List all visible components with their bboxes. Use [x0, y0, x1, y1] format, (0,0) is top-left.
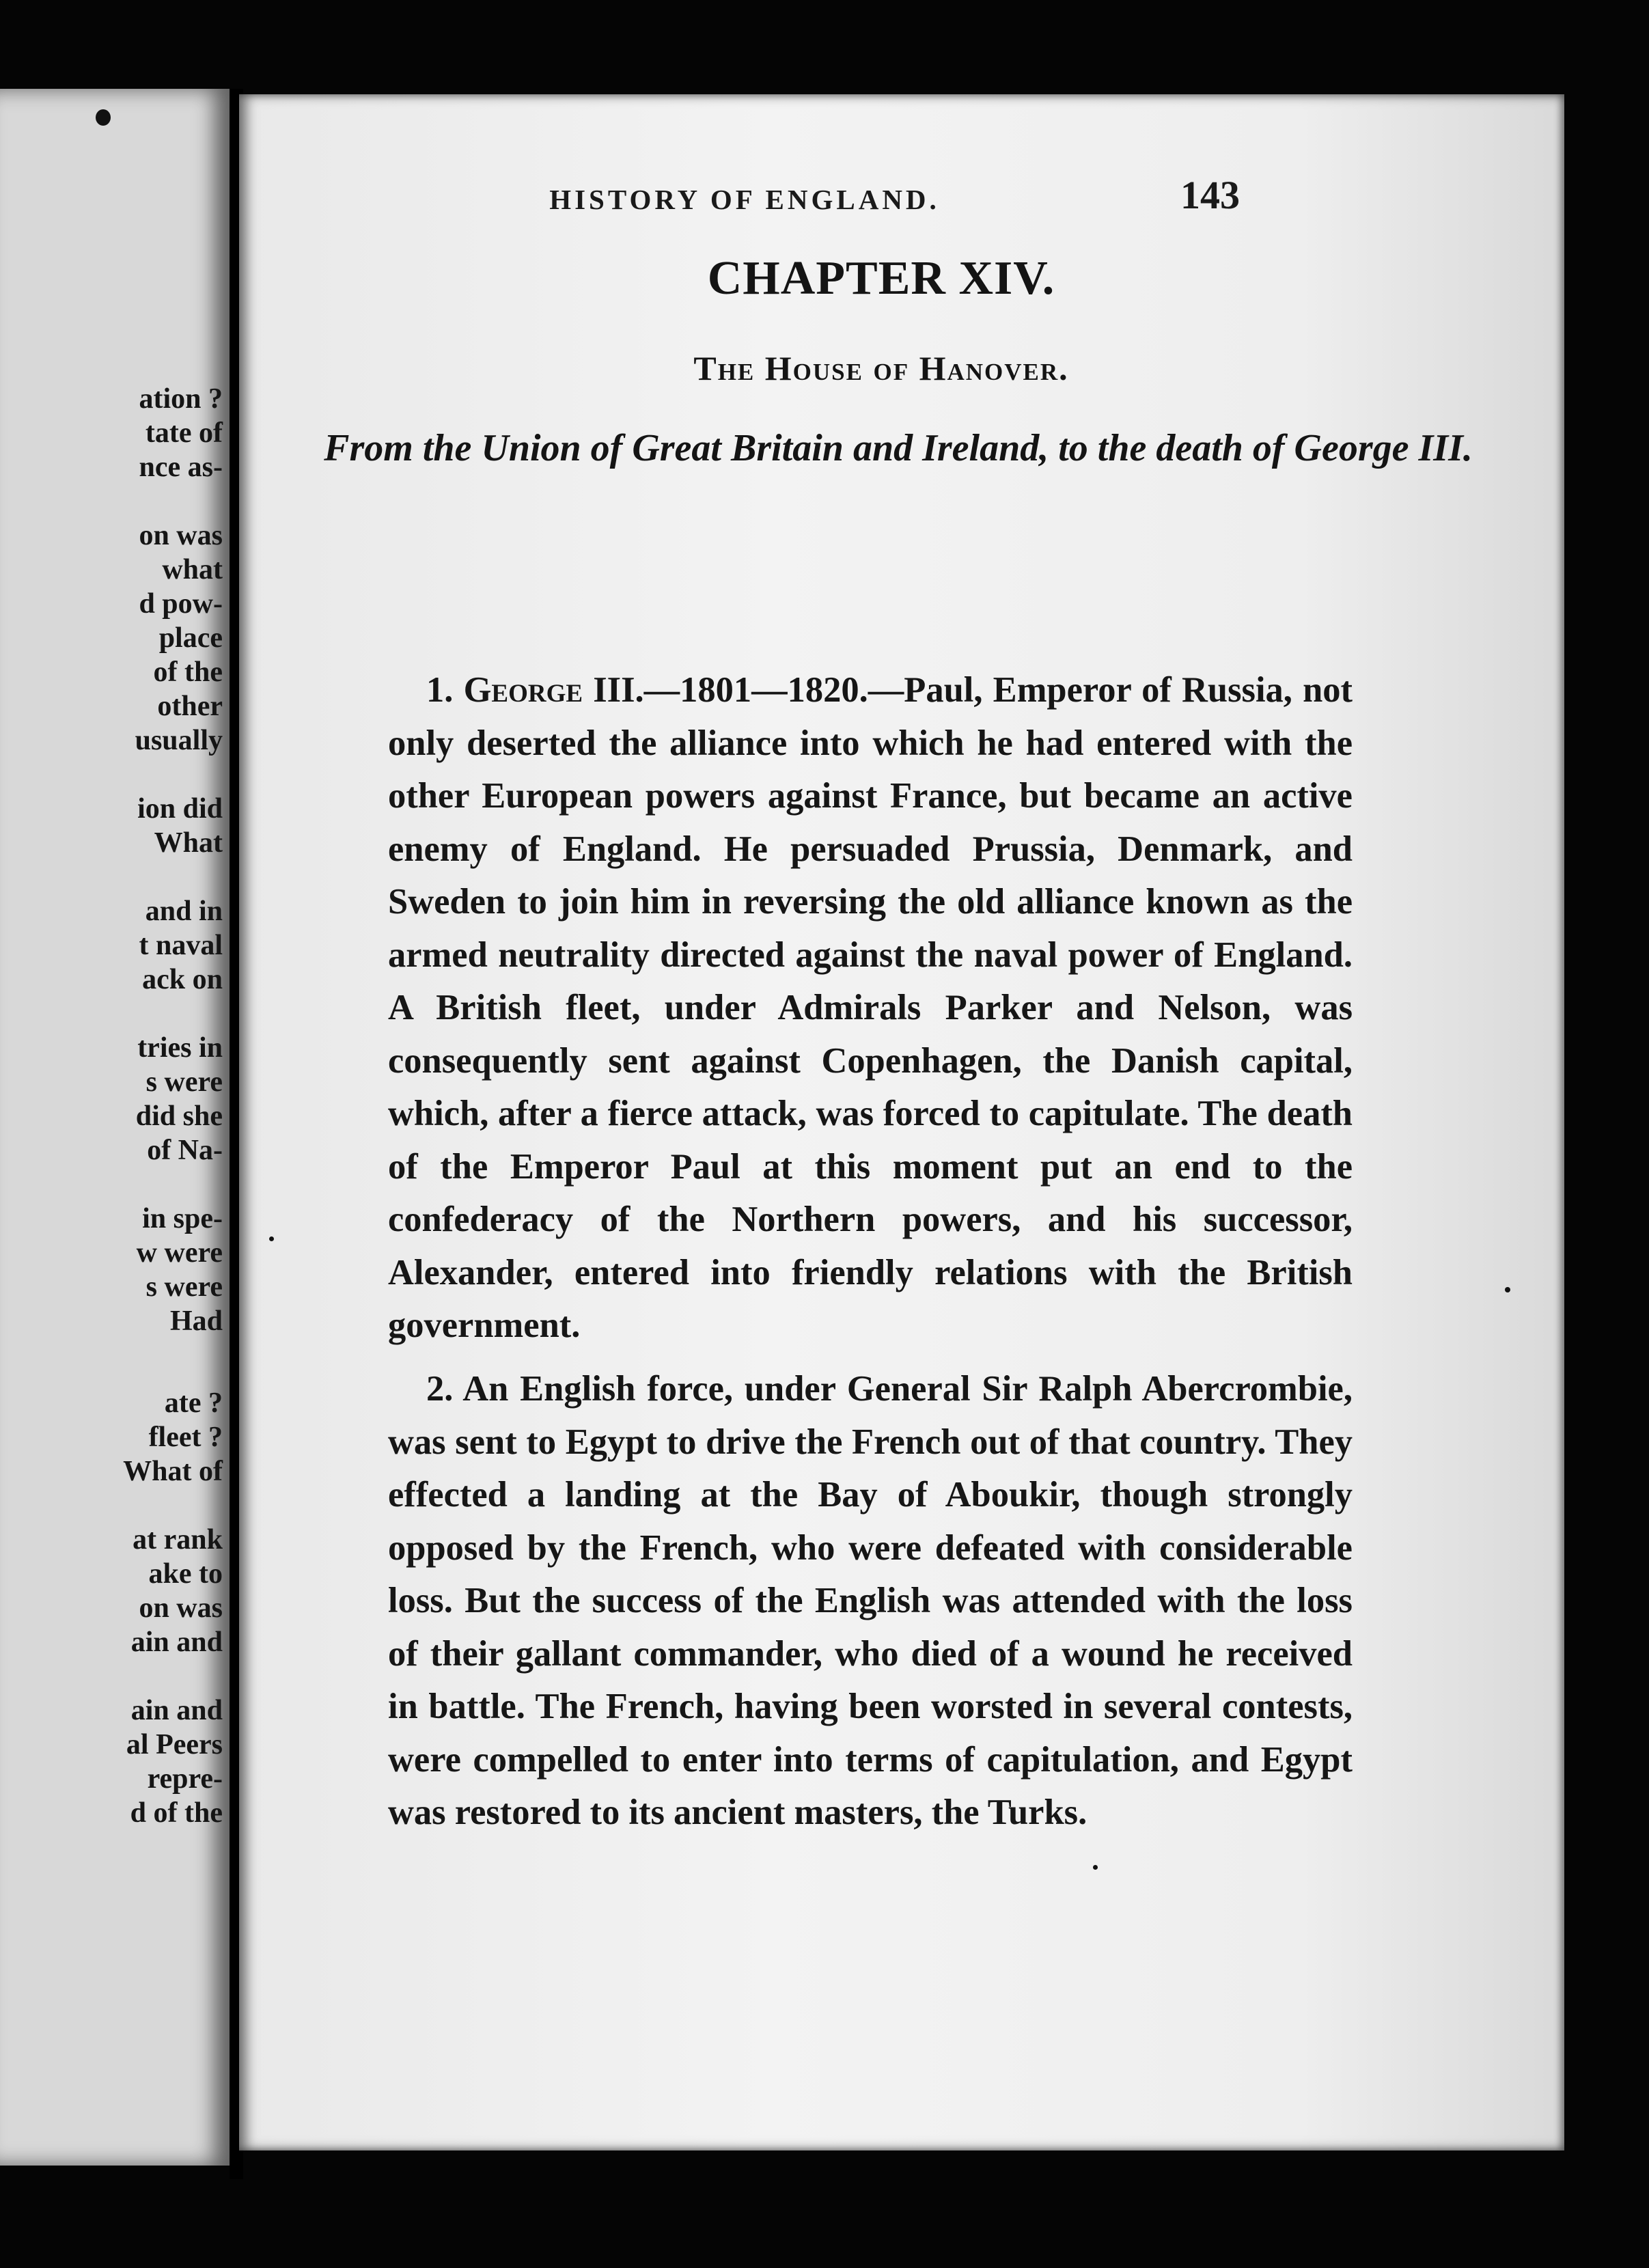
margin-fragment: al Peers: [126, 1729, 223, 1760]
page-number: 143: [1180, 173, 1240, 217]
paragraph-text: An English force, under General Sir Ralph Abercrombie, was sent to Egypt to drive the French out of that country. They effected a landing at the Bay of Aboukir, though strongly opposed by the French, who were defeated with considerable loss. But the success of the English was attended with the loss of their gallant commander, who died of a wound he received in battle. The French, having been worsted in several contests, were compelled to enter into terms of capitulation, and Egypt was restored to its ancient masters, the Turks.: [388, 1369, 1353, 1832]
margin-fragment: usually: [135, 725, 223, 756]
chapter-subtitle: From the Union of Great Britain and Ireland, to the death of George III.: [324, 427, 1473, 469]
margin-fragment: what: [162, 554, 223, 585]
margin-fragment: ain and: [130, 1695, 223, 1726]
margin-fragment: and in: [145, 896, 223, 927]
margin-fragment: nce as-: [139, 452, 223, 483]
paragraph-1: [388, 664, 1353, 1353]
margin-fragment: Had: [169, 1305, 223, 1337]
margin-fragment: tries in: [137, 1032, 223, 1064]
margin-fragment: d pow-: [139, 588, 223, 620]
ink-speck: [96, 109, 111, 126]
margin-fragment: other: [157, 691, 223, 722]
margin-fragment: What: [154, 827, 223, 859]
margin-fragment: repre-: [147, 1763, 223, 1795]
margin-fragment: s were: [146, 1271, 223, 1303]
margin-fragment: at rank: [133, 1524, 223, 1555]
margin-fragment: place: [158, 622, 223, 654]
margin-fragment: s were: [146, 1066, 223, 1098]
margin-fragment: tate of: [145, 417, 223, 449]
margin-fragment: in spe-: [142, 1203, 223, 1234]
margin-fragment: ake to: [148, 1558, 223, 1590]
margin-fragment: of the: [153, 656, 223, 688]
margin-fragment: d of the: [130, 1797, 223, 1829]
paragraph-number: 2.: [426, 1369, 454, 1409]
facing-page: [0, 89, 231, 2166]
running-head: HISTORY OF ENGLAND.: [549, 184, 940, 215]
margin-fragment: of Na-: [147, 1135, 223, 1166]
paragraph-number: 1.: [426, 670, 454, 710]
chapter-title: CHAPTER XIV.: [707, 252, 1055, 305]
margin-fragment: ion did: [137, 793, 223, 825]
ink-speck: [1093, 1865, 1098, 1870]
ink-speck: [1505, 1287, 1510, 1292]
margin-fragment: t naval: [139, 930, 223, 961]
paragraph-text: Paul, Emperor of Russia, not only deserted the alliance into which he had entered with the other European powers against France, but became an active enemy of England. He persuaded Prussia, Denmark, and Sweden to join him in reversing the old alliance known as the armed neutrality directed against the naval power of England. A British fleet, under Admirals Parker and Nelson, was consequently sent against Copenhagen, the Danish capital, which, after a fierce attack, was forced to capitulate. The death of the Emperor Paul at this moment put an end to the confederacy of the Northern powers, and his successor, Alexander, entered into friendly relations with the British government.: [388, 670, 1353, 1345]
margin-fragment: What of: [123, 1456, 223, 1487]
section-title: The House of Hanover.: [693, 349, 1069, 387]
margin-fragment: ate ?: [164, 1387, 223, 1419]
paragraph-lead: III.—1801—1820.—: [593, 670, 904, 710]
margin-fragment: ain and: [130, 1627, 223, 1658]
margin-fragment: fleet ?: [148, 1422, 223, 1453]
margin-fragment: w were: [136, 1237, 223, 1269]
ink-speck: [269, 1236, 274, 1241]
margin-fragment: did she: [135, 1101, 223, 1132]
margin-fragment: ack on: [142, 964, 223, 995]
margin-fragment: on was: [139, 1592, 223, 1624]
margin-fragment: ation ?: [139, 383, 223, 415]
paragraph-heading: George: [463, 670, 583, 710]
paragraph-2: [388, 1363, 1353, 1840]
margin-fragment: on was: [139, 520, 223, 551]
